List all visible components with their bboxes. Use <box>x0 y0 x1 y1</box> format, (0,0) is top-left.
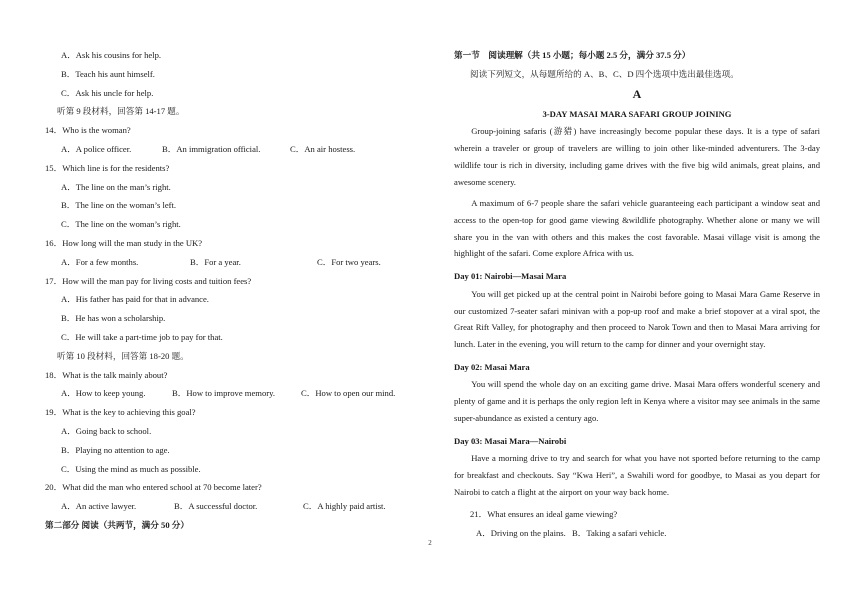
q17-option-a: A．His father has paid for that in advance. <box>61 294 209 305</box>
q18-options <box>45 384 430 403</box>
q17-option-c: C．He will take a part-time job to pay for that. <box>61 331 223 342</box>
passage-paragraph-1: Group-joining safaris (游猎) have increasingly become popular these days. It is a type of safari wherein a traveler or group of travelers are willing to join other like-minded adventurers. The 3-day wildlife tour is rich in diversity, including game drives with the five big wild animals, great plains, and awesome scenery. <box>454 126 820 187</box>
q14-option-b: B．An immigration official. <box>162 143 261 154</box>
q18-option-b: B．How to improve memory. <box>172 388 276 399</box>
q14-stem: 14．Who is the woman? <box>45 125 131 136</box>
q20-option-b: B．A successful doctor. <box>174 501 258 512</box>
q13-option-a: A．Ask his cousins for help. <box>61 50 162 60</box>
reading-instruction: 阅读下列短文，从每题所给的 A、B、C、D 四个选项中选出最佳选项。 <box>470 68 739 79</box>
day3-heading: Day 03: Masai Mara—Nairobi <box>454 435 567 446</box>
passage-letter: A <box>632 86 642 101</box>
q15-option-c: C．The line on the woman’s right. <box>61 219 181 230</box>
q16-option-a: A．For a few months. <box>61 256 139 267</box>
q18-option-a: A．How to keep young. <box>61 388 146 399</box>
page-number: 2 <box>428 539 432 547</box>
q14-option-a: A．A police officer. <box>61 143 132 154</box>
section9-instruction: 听第 9 段材料，回答第 14-17 题。 <box>57 106 185 117</box>
q16-option-b: B．For a year. <box>190 256 241 267</box>
q19-stem: 19．What is the key to achieving this goal? <box>45 407 196 418</box>
q19-option-b: B．Playing no attention to age. <box>61 444 170 455</box>
q21-stem: 21．What ensures an ideal game viewing? <box>470 509 618 520</box>
passage-paragraph-2: A maximum of 6-7 people share the safari vehicle guaranteeing each participant a window seat and access to the open-top for good game viewing &wildlife photography. Whether alone or many we will share you in the van with others and this makes the cost favorable. Masai village visit is among the highlight of the safari. Come explore Africa with us. <box>454 198 820 259</box>
day2-heading: Day 02: Masai Mara <box>454 361 530 372</box>
q16-option-c: C．For two years. <box>317 256 381 267</box>
day3-paragraph: Have a morning drive to try and search for what you have not sported before returning to the camp for breakfast and checkouts. Say “Kwa Heri”, a Swahili word for goodbye, to Masai as you depart for Nairobi to catch a flight at the airport on your way back home. <box>454 453 820 497</box>
q14-option-c: C．An air hostess. <box>290 143 356 154</box>
q20-option-a: A．An active lawyer. <box>61 501 137 512</box>
q15-stem: 15．Which line is for the residents? <box>45 162 170 173</box>
q17-option-b: B．He has won a scholarship. <box>61 313 166 324</box>
q18-stem: 18．What is the talk mainly about? <box>45 369 168 380</box>
q17-stem: 17．How will the man pay for living costs and tuition fees? <box>45 275 252 286</box>
passage-title: 3-DAY MASAI MARA SAFARI GROUP JOINING <box>542 108 732 119</box>
day1-heading: Day 01: Nairobi—Masai Mara <box>454 271 567 282</box>
q19-option-a: A．Going back to school. <box>61 425 152 436</box>
q20-options <box>45 497 430 516</box>
q15-option-a: A．The line on the man’s right. <box>61 181 171 192</box>
day1-paragraph: You will get picked up at the central point in Nairobi before going to Masai Mara Game Reserve in our customized 7-seater safari minivan with a pop-up roof and make a brief stopover at a viral spot, the Great Rift Valley, for photography and then proceed to Narok Town and then to Masai Mara arriving for lunch. Later in the evening, you will return to the camp for dinner and your overnight stay. <box>454 288 820 349</box>
right-column <box>454 46 820 543</box>
part2-heading: 第二部分 阅读（共两节，满分 50 分） <box>45 519 189 530</box>
q13-option-b: B．Teach his aunt himself. <box>61 68 155 79</box>
q16-options <box>45 253 430 272</box>
q16-stem: 16．How long will the man study in the UK? <box>45 237 203 248</box>
q21-option-a: A．Driving on the plains. <box>476 528 566 539</box>
q19-option-c: C．Using the mind as much as possible. <box>61 463 201 474</box>
q15-option-b: B．The line on the woman’s left. <box>61 200 177 211</box>
q20-stem: 20．What did the man who entered school at 70 become later? <box>45 482 262 493</box>
q20-option-c: C．A highly paid artist. <box>303 501 386 512</box>
section10-instruction: 听第 10 段材料，回答第 18-20 题。 <box>57 350 189 361</box>
q21-option-b: B．Taking a safari vehicle. <box>572 528 667 539</box>
section1-heading: 第一节 阅读理解（共 15 小题；每小题 2.5 分，满分 37.5 分） <box>454 50 691 60</box>
left-column <box>45 46 430 535</box>
day2-paragraph: You will spend the whole day on an exciting game drive. Masai Mara offers wonderful scenery and plenty of game and it is perhaps the only region left in Kenya where a visitor may see animals in the same super-abundance as existed a century ago. <box>454 379 820 423</box>
q13-option-c: C．Ask his uncle for help. <box>61 87 154 98</box>
q18-option-c: C．How to open our mind. <box>301 388 396 399</box>
q14-options <box>45 140 430 159</box>
